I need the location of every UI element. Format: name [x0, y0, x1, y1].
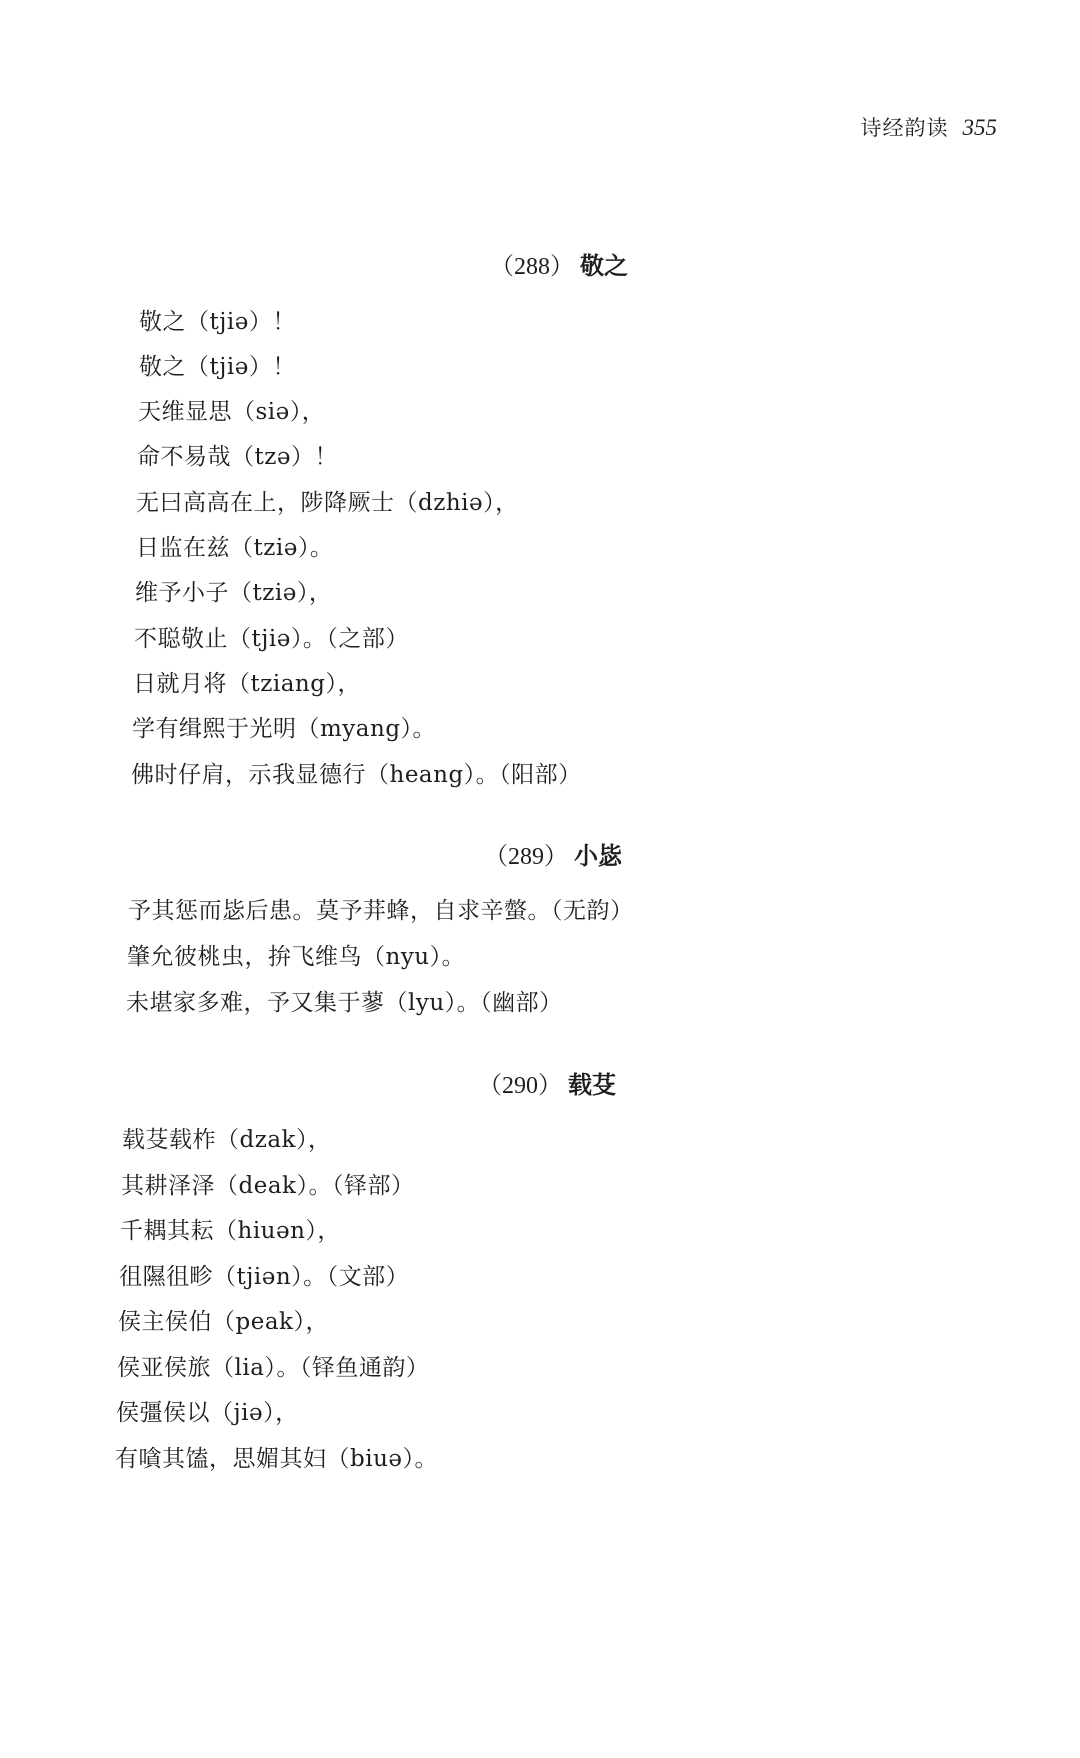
verse-line: 佛时仔肩，示我显德行（heang）。（阳部）	[131, 762, 582, 788]
verse-line: 敬之（tjiə）！	[139, 309, 296, 335]
poem-number: （288）	[490, 254, 574, 280]
verse-line: 侯亚侯旅（lia）。（铎鱼通韵）	[117, 1355, 430, 1381]
verse-line: 天维显思（siə），	[138, 399, 326, 425]
poem-heading	[490, 246, 628, 281]
verse-line: 载芟载柞（dzak），	[122, 1127, 332, 1153]
verse-line: 日监在兹（tziə）。	[136, 535, 334, 561]
poem-number: （290）	[478, 1073, 562, 1099]
verse-line: 维予小子（tziə），	[135, 580, 333, 606]
book-title: 诗经韵读	[860, 116, 949, 140]
poem-title: 载芟	[568, 1070, 616, 1099]
verse-line: 敬之（tjiə）！	[139, 354, 296, 380]
poem-title: 小毖	[574, 841, 622, 870]
verse-line: 予其惩而毖后患。莫予荓蜂，自求辛螫。（无韵）	[128, 898, 634, 924]
verse-line: 无曰高高在上，陟降厥士（dzhiə），	[136, 490, 519, 516]
poem-heading	[478, 1065, 616, 1100]
verse-line: 徂隰徂畛（tjiən）。（文部）	[119, 1264, 410, 1290]
verse-line: 千耦其耘（hiuən），	[120, 1218, 341, 1244]
running-header	[861, 112, 998, 142]
verse-line: 其耕泽泽（deak）。（铎部）	[121, 1173, 415, 1199]
verse-line: 侯彊侯以（jiə），	[116, 1400, 299, 1426]
verse-line: 命不易哉（tzə）！	[137, 444, 338, 470]
poem-number: （289）	[484, 844, 568, 870]
verse-line: 有嗿其馌，思媚其妇（biuə）。	[115, 1446, 439, 1472]
verse-line: 不聪敬止（tjiə）。（之部）	[134, 626, 409, 652]
verse-line: 肇允彼桃虫，拚飞维鸟（nyu）。	[127, 944, 466, 970]
verse-line: 未堪家多难，予又集于蓼（lyu）。（幽部）	[126, 990, 563, 1016]
verse-line: 学有缉熙于光明（myang）。	[132, 716, 437, 742]
poem-title: 敬之	[580, 251, 628, 280]
verse-line: 日就月将（tziang），	[133, 671, 361, 697]
page-number: 355	[962, 115, 997, 140]
verse-line: 侯主侯伯（peak），	[118, 1309, 329, 1335]
poem-heading	[484, 836, 622, 871]
